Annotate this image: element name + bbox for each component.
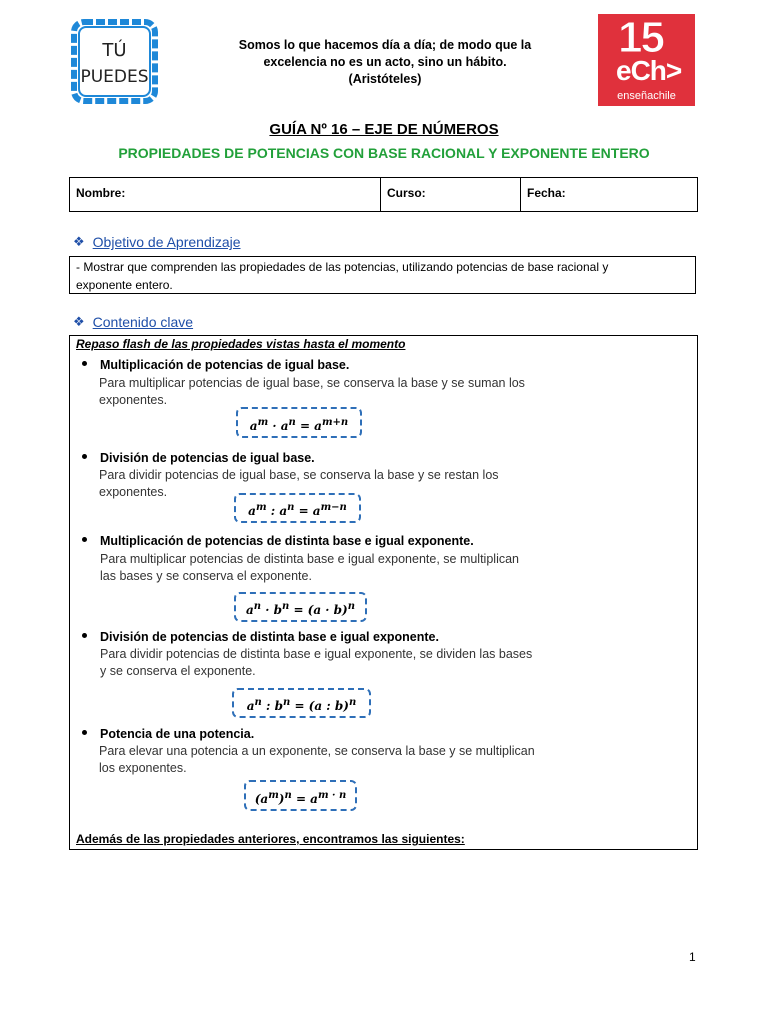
property-title: División de potencias de distinta base e igual exponente. xyxy=(82,630,439,644)
property-description: Para dividir potencias de distinta base e igual exponente, se dividen las bases y se conserva el exponente. xyxy=(100,647,533,678)
diamond-bullet-icon: ❖ xyxy=(73,314,85,329)
bullet-dot-icon xyxy=(82,454,87,459)
objective-text-line-2: exponente entero. xyxy=(76,278,173,292)
quote-line-1: Somos lo que hacemos día a día; de modo que la xyxy=(238,38,532,52)
formula-box: $a^m \cdot a^n = a^{m+n}$ xyxy=(236,407,362,438)
objective-heading xyxy=(73,234,241,250)
quote-line-2: excelencia no es un acto, sino un hábito. xyxy=(263,55,507,69)
property-title: Multiplicación de potencias de distinta base e igual exponente. xyxy=(82,534,474,548)
property-description: Para multiplicar potencias de distinta base e igual exponente, se multiplican las bases y se conserva el exponente. xyxy=(100,552,519,583)
objective-text-line-1: - Mostrar que comprenden las propiedades de las potencias, utilizando potencias de base racional y xyxy=(76,260,609,274)
course-field[interactable]: Curso: xyxy=(381,178,521,211)
page-number: 1 xyxy=(689,950,696,964)
logo-ech-mark: eCh> xyxy=(616,55,682,86)
property-title: Potencia de una potencia. xyxy=(82,727,254,741)
formula-box: $a^n \cdot b^n = (a \cdot b)^n$ xyxy=(234,592,367,622)
footer-note: Además de las propiedades anteriores, encontramos las siguientes: xyxy=(76,832,465,846)
property-description: Para multiplicar potencias de igual base, se conserva la base y se suman los exponentes. xyxy=(99,376,525,407)
bullet-dot-icon xyxy=(82,361,87,366)
bullet-dot-icon xyxy=(82,730,87,735)
tu-puedes-logo xyxy=(68,16,161,107)
header-quote xyxy=(180,37,590,88)
formula-box: $a^m$ : $a^n = a^{m-n}$ xyxy=(234,493,361,523)
property-description: Para dividir potencias de igual base, se conserva la base y se restan los exponentes. xyxy=(99,468,499,499)
objective-box xyxy=(69,256,696,294)
formula-box: $a^n$ : $b^n = (a$ : b)$^n$ xyxy=(232,688,371,718)
objective-heading-text: Objetivo de Aprendizaje xyxy=(92,234,241,250)
logo-line1: TÚ xyxy=(102,40,127,61)
student-info-table xyxy=(69,177,698,212)
logo-ech-name: enseñachile xyxy=(617,90,676,102)
bullet-dot-icon xyxy=(82,537,87,542)
bullet-dot-icon xyxy=(82,633,87,638)
ensenachile-logo xyxy=(598,14,695,106)
name-field[interactable]: Nombre: xyxy=(70,178,381,211)
content-heading xyxy=(73,314,193,330)
property-description: Para elevar una potencia a un exponente, se conserva la base y se multiplican los exponentes. xyxy=(99,744,535,775)
content-heading-text: Contenido clave xyxy=(92,314,194,330)
property-title: División de potencias de igual base. xyxy=(82,451,315,465)
date-field[interactable]: Fecha: xyxy=(527,186,566,200)
logo-anniversary-number: 15 xyxy=(618,13,663,62)
property-title: Multiplicación de potencias de igual base. xyxy=(82,358,349,372)
diamond-bullet-icon: ❖ xyxy=(73,234,85,249)
formula-box: $(a^m)^n = a^{m \cdot n}$ xyxy=(244,780,357,811)
quote-line-3: (Aristóteles) xyxy=(348,72,422,86)
logo-line2: PUEDES xyxy=(80,67,149,87)
review-title: Repaso flash de las propiedades vistas hasta el momento xyxy=(76,337,406,351)
guide-title: GUÍA Nº 16 – EJE DE NÚMEROS xyxy=(269,121,499,138)
guide-subtitle: PROPIEDADES DE POTENCIAS CON BASE RACIONAL Y EXPONENTE ENTERO xyxy=(118,145,650,161)
